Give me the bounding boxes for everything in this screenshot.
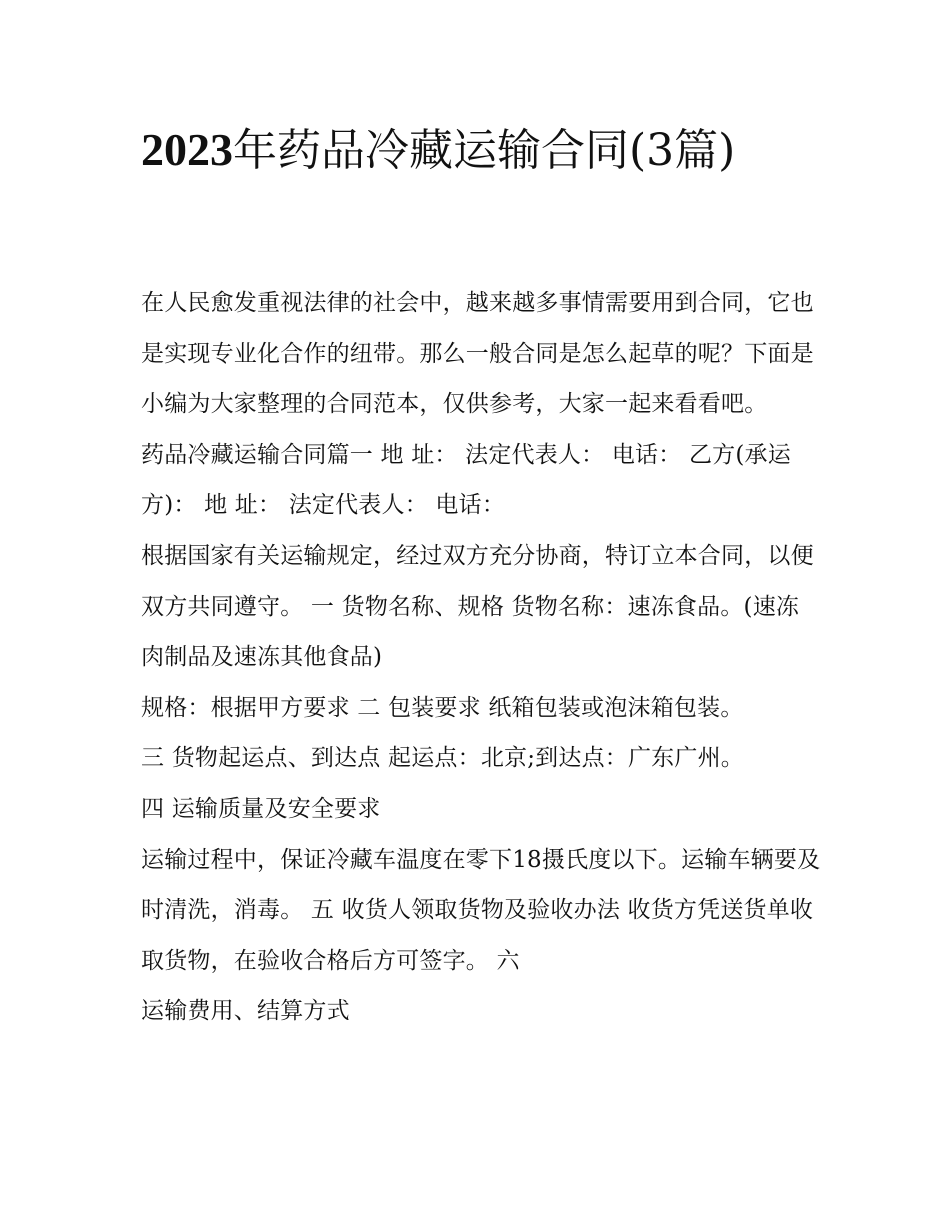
quality-heading: 四 运输质量及安全要求 — [141, 795, 381, 822]
packaging-paragraph: 规格：根据甲方要求 二 包装要求 纸箱包装或泡沫箱包装。 — [141, 694, 744, 721]
fees-heading: 运输费用、结算方式 — [141, 998, 350, 1025]
route-paragraph: 三 货物起运点、到达点 起运点：北京;到达点：广东广州。 — [141, 745, 744, 772]
transport-paragraph: 运输过程中，保证冷藏车温度在零下18摄氏度以下。运输车辆要及时清洗，消毒。 五 收货人领取货物及验收办法 收货方凭送货单收取货物，在验收合格后方可签字。 六 — [141, 846, 821, 974]
document-body — [141, 278, 821, 1037]
goods-paragraph: 根据国家有关运输规定，经过双方充分协商，特订立本合同，以便双方共同遵守。 一 货物名称、规格 货物名称：速冻食品。(速冻肉制品及速冻其他食品) — [141, 542, 814, 671]
title-year: 2023 — [141, 124, 233, 175]
intro-paragraph: 在人民愈发重视法律的社会中，越来越多事情需要用到合同，它也是实现专业化合作的纽带。那么一般合同是怎么起草的呢？下面是小编为大家整理的合同范本，仅供参考，大家一起来看看吧。 — [141, 290, 814, 418]
document-title — [141, 115, 821, 186]
parties-paragraph: 药品冷藏运输合同篇一 地 址： 法定代表人： 电话： 乙方(承运方)： 地 址： 法定代表人： 电话： — [141, 441, 791, 519]
title-text: 年药品冷藏运输合同(3篇) — [233, 125, 736, 176]
